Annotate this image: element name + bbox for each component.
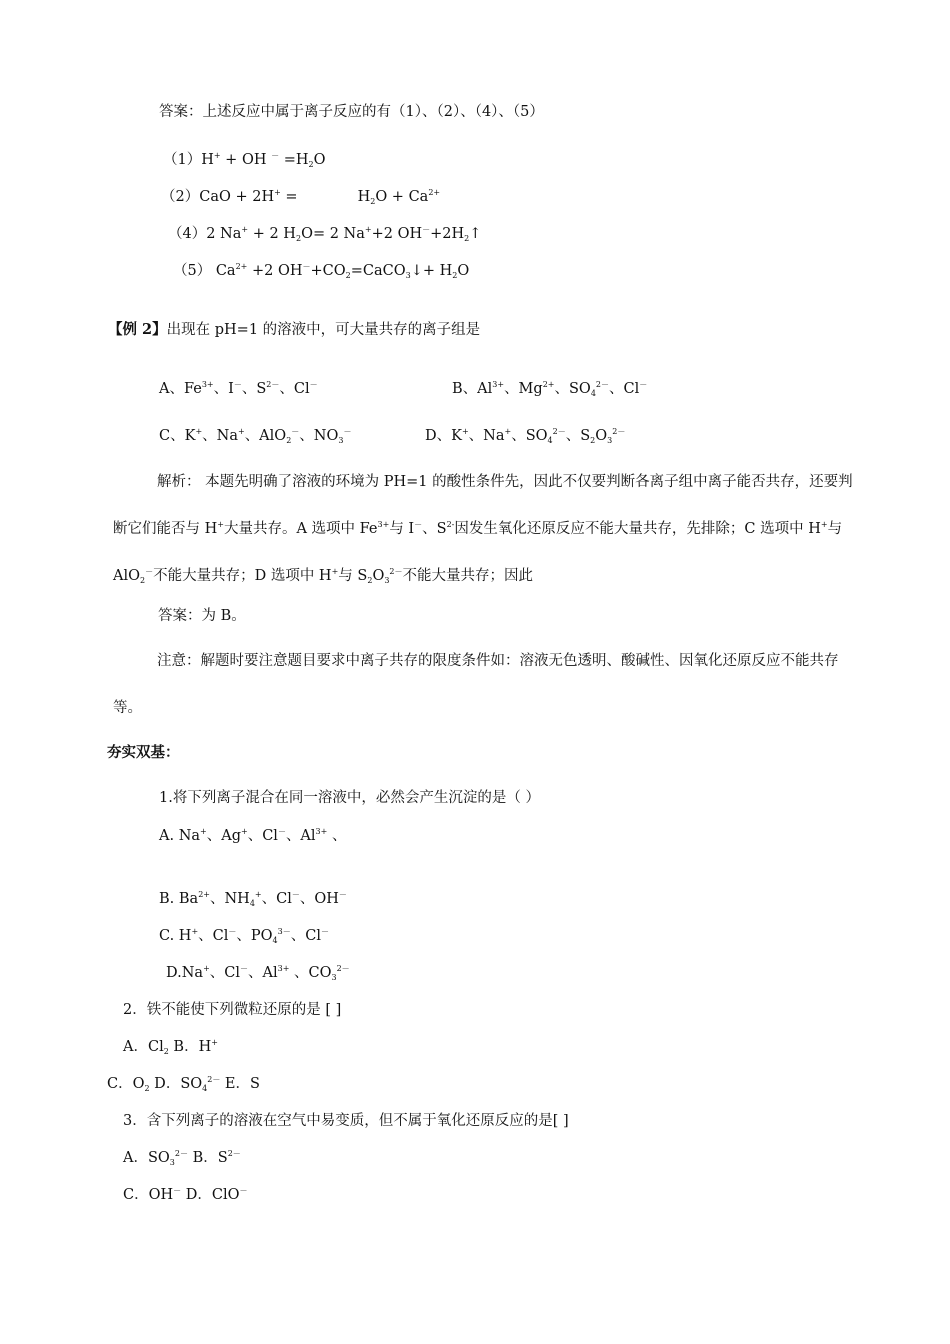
answer-1-text: 答案：上述反应中属于离子反应的有（1）、（2）、（4）、（5） xyxy=(159,104,544,120)
option-a: A、$Fe^{3+}$、I－、$S^{2-}$、Cl－ xyxy=(159,380,318,397)
equation-5: （5） $Ca^{2+} +2$ $OH^-+CO_2=CaCO_3↓+ H_2O$ xyxy=(173,262,470,280)
option-c: C、K+、Na+、AlO$_2$－、$NO_3^-$ xyxy=(159,427,352,445)
analysis-paragraph: 解析： 本题先明确了溶液的环境为 PH=1 的酸性条件先，因此不仅要判断各离子组中离子能否共存，还要判断它们能否与 H+大量共存。A 选项中 $Fe^{3+}$与 I－、$S^{2-}$因发生氧化还原反应不能大量共存，先排除；C 选项中 H+与 AlO$_2$－不能大量共存；D 选项中 H+与 $S_2O_3^{2-}$不能大量共存；因此 xyxy=(113,474,853,585)
question-2-options-cde: C．$O_2$ D．$SO_4^{2-}$ E．S xyxy=(107,1075,260,1093)
note-paragraph: 注意：解题时要注意题目要求中离子共存的限度条件如：溶液无色透明、酸碱性、因氧化还原反应不能共存等。 xyxy=(113,653,839,716)
question-3-options-cd: C．OH－ D．ClO－ xyxy=(123,1186,248,1203)
example-2-answer: 答案：为 B。 xyxy=(158,608,246,624)
equation-2: $(2)CaO + 2H^+ = H_2O + Ca^{2+}$ xyxy=(161,188,441,206)
section-title: 夯实双基： xyxy=(107,744,180,761)
question-2-options-ab: A．$Cl_2$ B．H+ xyxy=(123,1038,218,1056)
equation-4: （4）2 Na+ + 2 $H_2O= 2$ Na++2 $OH^-+2H_2↑$ xyxy=(168,225,482,243)
question-1-option-c: C. H+、Cl－、$PO_4^{3-}$、Cl－ xyxy=(159,927,329,945)
question-1-option-a: A. Na+、Ag+、Cl－、$Al^{3+}$ 、 xyxy=(159,827,347,844)
question-1-stem: 1.将下列离子混合在同一溶液中，必然会产生沉淀的是（ ） xyxy=(159,790,540,806)
question-3-stem: 3．含下列离子的溶液在空气中易变质，但不属于氧化还原反应的是[ ] xyxy=(123,1113,569,1129)
equation-1: （1）H+ + OH $^- =H_2O$ xyxy=(163,151,326,169)
question-1-option-d: D.Na+、Cl－、$Al^{3+}$ 、$CO_3^{2-}$ xyxy=(166,964,350,982)
question-3-options-ab: A．$SO_3^{2-}$ B．$S^{2-}$ xyxy=(123,1149,241,1167)
example-2-question: 【例 2】出现在 pH=1 的溶液中，可大量共存的离子组是 xyxy=(108,321,481,338)
example-2-tag: 【例 2】 xyxy=(108,321,167,338)
option-d: D、K+、Na+、$SO_4^{2-}$、$S_2O_3^{2-}$ xyxy=(425,427,626,445)
question-1-option-b: B. $Ba^{2+}$、$NH_4^+$、Cl－、OH－ xyxy=(159,890,347,908)
question-2-stem: 2．铁不能使下列微粒还原的是 [ ] xyxy=(123,1002,342,1018)
option-b: B、$Al^{3+}$、$Mg^{2+}$、$SO_4^{2-}$、Cl－ xyxy=(452,380,648,398)
